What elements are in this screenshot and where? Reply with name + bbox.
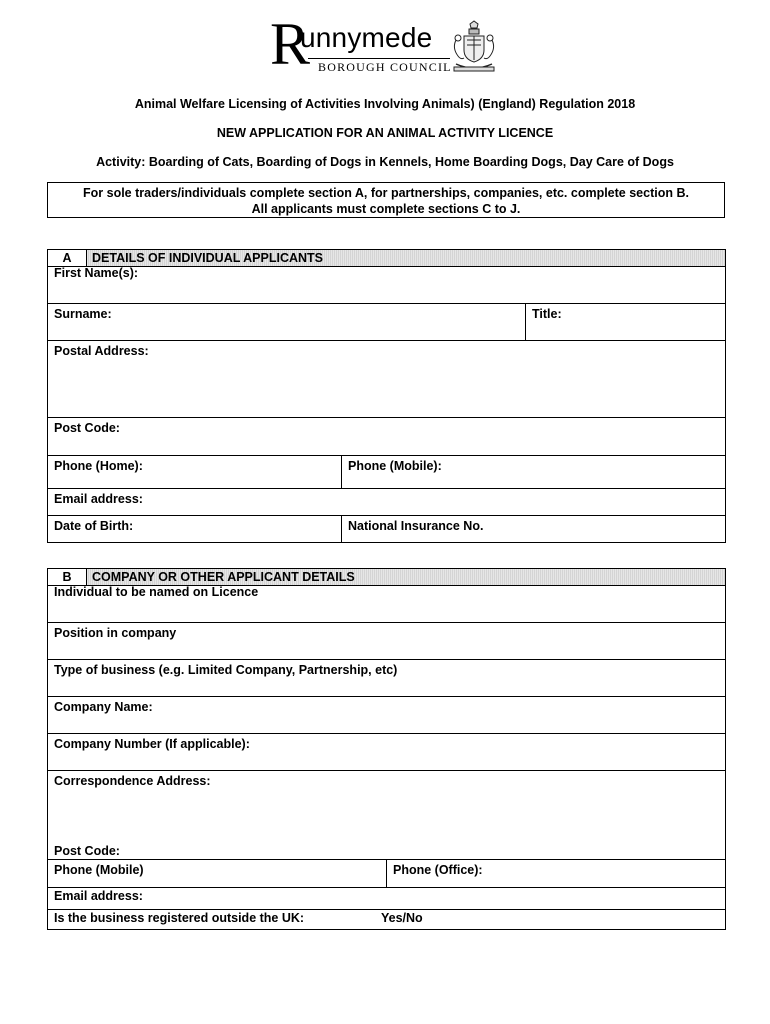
section-a-header (48, 250, 725, 267)
section-b-letter: B (48, 569, 87, 585)
phone-row (48, 456, 725, 489)
section-a-individual (47, 249, 726, 543)
instructions-line-1: For sole traders/individuals complete section A, for partnerships, companies, etc. complete section B. (83, 186, 689, 200)
correspondence-address-field[interactable] (48, 771, 725, 859)
logo-rule (308, 58, 450, 59)
instructions-box (47, 182, 725, 218)
company-email-field[interactable] (48, 888, 725, 910)
company-email-label: Email address: (54, 889, 143, 903)
logo-initial: R (270, 11, 311, 77)
dob-ni-row (48, 516, 725, 542)
phone-mobile-field[interactable] (341, 456, 725, 488)
surname-row (48, 304, 725, 341)
surname-label: Surname: (54, 307, 112, 321)
business-type-field[interactable] (48, 660, 725, 697)
email-label: Email address: (54, 492, 143, 506)
phone-home-label: Phone (Home): (54, 459, 143, 473)
correspondence-address-label: Correspondence Address: (54, 774, 211, 788)
instructions-line-2: All applicants must complete sections C to J. (251, 202, 521, 216)
section-a-letter: A (48, 250, 87, 266)
business-type-label: Type of business (e.g. Limited Company, Partnership, etc) (54, 663, 398, 677)
post-code-label: Post Code: (54, 421, 120, 435)
yes-no-option[interactable]: Yes/No (381, 911, 423, 925)
section-a-title: DETAILS OF INDIVIDUAL APPLICANTS (92, 251, 324, 265)
company-number-field[interactable] (48, 734, 725, 771)
phone-home-field[interactable] (48, 456, 341, 488)
logo-subtitle: BOROUGH COUNCIL (318, 60, 452, 74)
title-field[interactable] (525, 304, 725, 340)
company-phone-mobile-field[interactable] (48, 860, 386, 887)
email-field[interactable] (48, 489, 725, 516)
coat-of-arms-icon (450, 20, 498, 76)
logo-name: unnymede (300, 22, 433, 53)
dob-field[interactable] (48, 516, 341, 542)
regulation-heading: Animal Welfare Licensing of Activities Involving Animals) (England) Regulation 2018 (134, 97, 636, 111)
council-logo (270, 11, 500, 80)
post-code-field[interactable] (48, 418, 725, 456)
ni-number-field[interactable] (341, 516, 725, 542)
individual-named-label: Individual to be named on Licence (54, 585, 259, 599)
company-phone-office-field[interactable] (386, 860, 725, 887)
company-number-label: Company Number (If applicable): (54, 737, 250, 751)
first-names-field[interactable] (48, 267, 725, 304)
company-phone-office-label: Phone (Office): (393, 863, 483, 877)
position-label: Position in company (54, 626, 177, 640)
company-name-label: Company Name: (54, 700, 153, 714)
application-title: NEW APPLICATION FOR AN ANIMAL ACTIVITY LICENCE (216, 126, 554, 140)
outside-uk-label: Is the business registered outside the UK: (54, 911, 305, 925)
postal-address-field[interactable] (48, 341, 725, 418)
first-names-label: First Name(s): (54, 266, 139, 280)
position-field[interactable] (48, 623, 725, 660)
company-phone-row (48, 859, 725, 888)
phone-mobile-label: Phone (Mobile): (348, 459, 442, 473)
ni-number-label: National Insurance No. (348, 519, 484, 533)
postal-address-label: Postal Address: (54, 344, 149, 358)
title-label: Title: (532, 307, 562, 321)
company-name-field[interactable] (48, 697, 725, 734)
section-b-title: COMPANY OR OTHER APPLICANT DETAILS (92, 570, 355, 584)
individual-named-field[interactable] (48, 586, 725, 623)
outside-uk-row (48, 910, 725, 929)
company-post-code-label: Post Code: (54, 844, 120, 858)
dob-label: Date of Birth: (54, 519, 134, 533)
section-b-company (47, 568, 726, 930)
surname-field[interactable] (48, 304, 525, 340)
company-phone-mobile-label: Phone (Mobile) (54, 863, 144, 877)
activity-line: Activity: Boarding of Cats, Boarding of Dogs in Kennels, Home Boarding Dogs, Day Care of Dogs (96, 155, 674, 169)
